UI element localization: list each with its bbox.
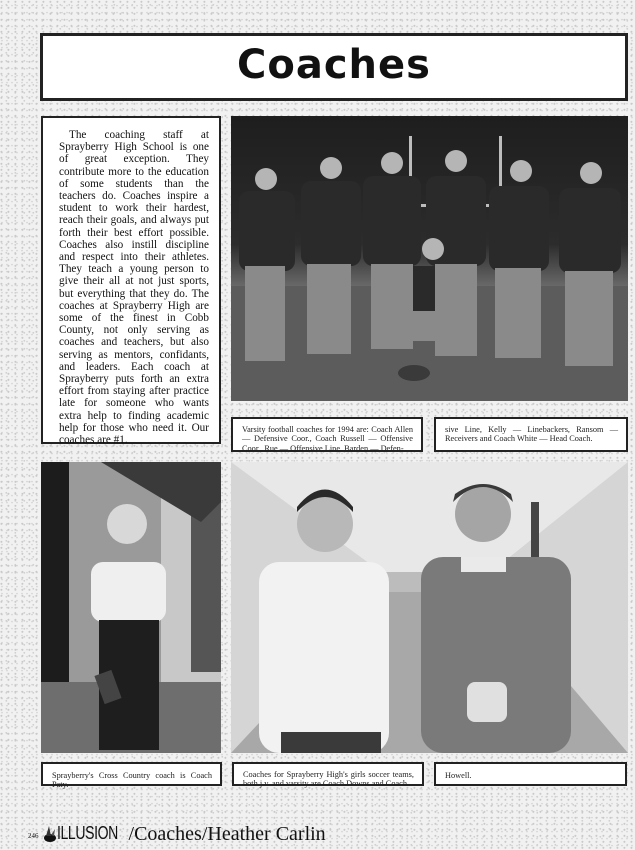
- soccer-caption-part1: [232, 762, 424, 789]
- logo-text: ILLUSION: [56, 823, 118, 843]
- cross-country-caption-text: Sprayberry's Cross Country coach is Coach Paty.: [52, 771, 212, 790]
- soccer-coaches-photo: [231, 462, 628, 753]
- page-footer: [28, 818, 326, 844]
- soccer-caption-text-2: Howell.: [445, 771, 472, 780]
- footer-section-path: /Coaches/Heather Carlin: [128, 823, 326, 845]
- illusion-logo: [43, 823, 125, 844]
- title-banner: [40, 33, 628, 101]
- intro-text-box: [41, 116, 221, 447]
- logo-emblem-icon: [43, 824, 57, 844]
- intro-paragraph: The coaching staff at Sprayberry High School is one of great exception. They contribute more to the education of some students than the teachers do. Coaches inspire a student to work their hardest, reach their goals, and always put forth their best effort possible. Coaches also instill discipline and respect into their athletes. They teach a young person to give their all at not just sports, but everything that they do. The coaches at Sprayberry High are some of the finest in Cobb County, not only serving as coaches and teachers, but also serving as mentors, confidants, and leaders. Each coach at Sprayberry puts forth an extra effort from staying after practice late for someone who wants extra help to finding academic help for those who need it. Our coaches are #1.: [59, 129, 209, 447]
- football-caption-part1: [231, 417, 423, 452]
- soccer-caption-part2: [434, 762, 627, 786]
- football-caption-text-1: Varsity football coaches for 1994 are: Coach Allen — Defensive Coor., Coach Russell — Offensive Coor., Rue — Offensive Line, Barden — Defen-: [242, 425, 413, 453]
- page-number: 246: [28, 832, 39, 840]
- soccer-caption-text-1: Coaches for Sprayberry High's girls soccer teams, both j.v. and varsity are Coach Downs and Coach: [243, 770, 414, 789]
- page-title: Coaches: [237, 42, 431, 88]
- football-caption-part2: [434, 417, 628, 452]
- football-coaches-photo: [231, 116, 628, 401]
- cross-country-caption: [41, 762, 222, 790]
- cross-country-coach-photo: [41, 462, 221, 753]
- football-caption-text-2: sive Line, Kelly — Linebackers, Ransom — Receivers and Coach White — Head Coach.: [445, 425, 618, 444]
